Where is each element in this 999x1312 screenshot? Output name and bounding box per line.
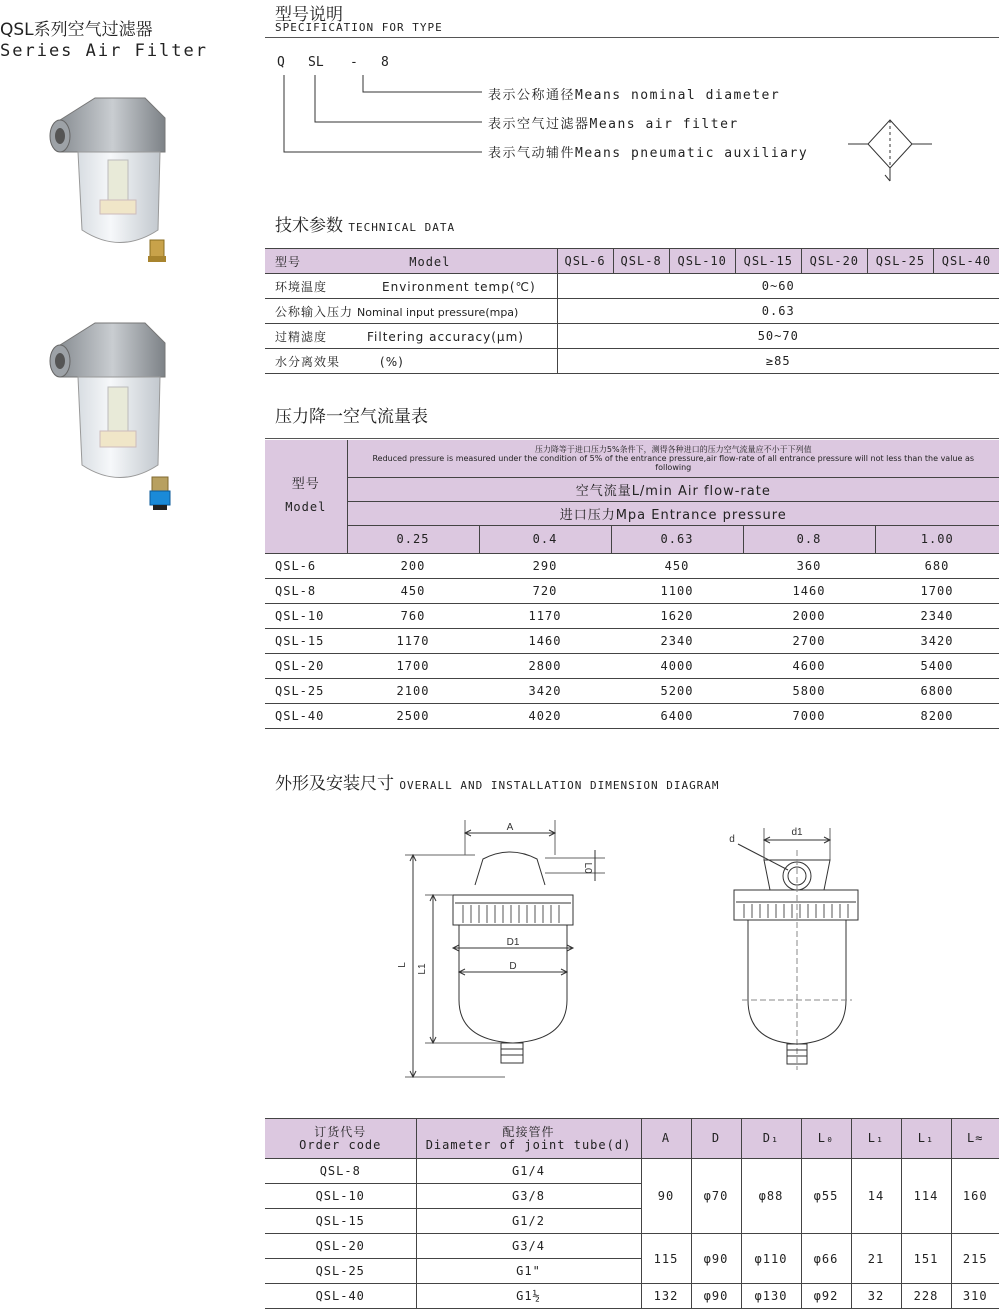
flow-cell: 2340: [611, 628, 743, 653]
flow-title: 压力降一空气流量表: [275, 407, 428, 427]
flow-row: [265, 653, 999, 678]
dimension-side-view: [720, 820, 880, 1080]
order-tube: G1/4: [416, 1159, 641, 1184]
product-photo-filter-brass: [40, 90, 180, 270]
flow-row-model: QSL-10: [265, 603, 347, 628]
tech-value: 0.63: [557, 299, 999, 324]
dim-label-l0: L0: [582, 862, 593, 874]
order-header-l1b: L₁: [901, 1119, 951, 1159]
order-dim-a: 132: [641, 1284, 691, 1309]
tech-model: QSL-25: [867, 249, 933, 274]
spec-title-cn: 型号说明: [275, 5, 343, 25]
dim-label-d1: D1: [506, 937, 520, 948]
order-dim-l1b: 228: [901, 1284, 951, 1309]
order-tube: G1/2: [416, 1209, 641, 1234]
order-dim-l: 160: [951, 1159, 999, 1234]
order-row: [265, 1159, 999, 1184]
order-dim-l0: φ55: [801, 1159, 851, 1234]
flow-cell: 6800: [875, 678, 999, 703]
dimension-front-view: [395, 815, 615, 1085]
flow-cell: 450: [611, 553, 743, 578]
flow-cell: 2000: [743, 603, 875, 628]
brand-title-en: Series Air Filter: [0, 41, 208, 61]
tech-row: 水分离效果 (%) ≥85: [265, 349, 999, 374]
order-tube: G3/4: [416, 1234, 641, 1259]
tech-header-model: 型号 Model: [265, 249, 557, 274]
tech-model: QSL-6: [557, 249, 613, 274]
flow-cell: 1460: [479, 628, 611, 653]
order-row: [265, 1234, 999, 1259]
flow-pressure: 0.63: [611, 525, 743, 553]
tech-title-en: TECHNICAL DATA: [348, 221, 456, 234]
order-dim-l1a: 32: [851, 1284, 901, 1309]
flow-cell: 1700: [875, 578, 999, 603]
flow-row: [265, 578, 999, 603]
dim-label-d1-side: d1: [791, 827, 803, 838]
flow-pressure: 0.25: [347, 525, 479, 553]
order-header-l0: L₀: [801, 1119, 851, 1159]
tech-value: ≥85: [557, 349, 999, 374]
spec-code-8: 8: [381, 55, 389, 70]
tech-row: 过精滤度 Filtering accuracy(μm) 50~70: [265, 324, 999, 349]
order-dim-a: 90: [641, 1159, 691, 1234]
flow-cell: 2100: [347, 678, 479, 703]
flow-row-model: QSL-8: [265, 578, 347, 603]
order-header-l: L≈: [951, 1119, 999, 1159]
tech-model: QSL-20: [801, 249, 867, 274]
tech-title-cn: 技术参数: [275, 216, 343, 236]
spec-line-auxiliary: 表示气动辅件Means pneumatic auxiliary: [488, 146, 809, 161]
order-dim-l1a: 14: [851, 1159, 901, 1234]
flow-row-model: QSL-20: [265, 653, 347, 678]
flow-cell: 290: [479, 553, 611, 578]
flow-cell: 360: [743, 553, 875, 578]
order-table: [265, 1118, 999, 1309]
tech-value: 50~70: [557, 324, 999, 349]
order-code: QSL-15: [265, 1209, 416, 1234]
flow-row-model: QSL-25: [265, 678, 347, 703]
tech-header-row: [265, 249, 999, 274]
flow-pressure-row: [265, 525, 999, 553]
flow-row-model: QSL-6: [265, 553, 347, 578]
order-dim-d: φ90: [691, 1234, 741, 1284]
flow-cell: 450: [347, 578, 479, 603]
order-row: [265, 1284, 999, 1309]
order-dim-d1: φ88: [741, 1159, 801, 1234]
flow-cell: 1170: [347, 628, 479, 653]
order-dim-l1b: 151: [901, 1234, 951, 1284]
tech-model: QSL-10: [669, 249, 735, 274]
flow-cell: 200: [347, 553, 479, 578]
flow-cell: 4000: [611, 653, 743, 678]
order-code: QSL-25: [265, 1259, 416, 1284]
order-dim-d: φ90: [691, 1284, 741, 1309]
brand-title-cn: QSL系列空气过滤器: [0, 20, 153, 40]
spec-code-dash: -: [350, 55, 358, 70]
flow-cell: 5200: [611, 678, 743, 703]
spec-title-en: SPECIFICATION FOR TYPE: [275, 21, 443, 34]
flow-body: [265, 553, 999, 728]
order-code: QSL-40: [265, 1284, 416, 1309]
order-dim-l0: φ92: [801, 1284, 851, 1309]
flow-cell: 1170: [479, 603, 611, 628]
flow-cell: 1100: [611, 578, 743, 603]
dim-label-d-side: d: [729, 834, 735, 845]
flow-cell: 8200: [875, 703, 999, 728]
flow-cell: 680: [875, 553, 999, 578]
flow-row: [265, 603, 999, 628]
order-dim-d1: φ110: [741, 1234, 801, 1284]
order-header-code: 订货代号 Order code: [265, 1119, 416, 1159]
order-dim-l0: φ66: [801, 1234, 851, 1284]
order-dim-l: 310: [951, 1284, 999, 1309]
product-photo-filter-blue: [40, 315, 180, 520]
flow-cell: 2800: [479, 653, 611, 678]
order-code: QSL-8: [265, 1159, 416, 1184]
order-dim-d1: φ130: [741, 1284, 801, 1309]
flow-row: [265, 703, 999, 728]
flow-airflow-label: 空气流量L/min Air flow-rate: [347, 477, 999, 501]
flow-cell: 4600: [743, 653, 875, 678]
brand-title: [0, 20, 208, 62]
order-dim-d: φ70: [691, 1159, 741, 1234]
flow-cell: 2340: [875, 603, 999, 628]
tech-model: QSL-40: [933, 249, 999, 274]
flow-pressure: 1.00: [875, 525, 999, 553]
flow-cell: 1460: [743, 578, 875, 603]
order-code: QSL-10: [265, 1184, 416, 1209]
order-header-tube: 配接管件 Diameter of joint tube(d): [416, 1119, 641, 1159]
order-dim-l1b: 114: [901, 1159, 951, 1234]
flow-cell: 1620: [611, 603, 743, 628]
flow-cell: 3420: [875, 628, 999, 653]
order-tube: G1½: [416, 1284, 641, 1309]
dimension-title: [275, 769, 720, 794]
order-header-a: A: [641, 1119, 691, 1159]
flow-divider: [265, 438, 999, 439]
tech-row: 环境温度 Environment temp(℃) 0~60: [265, 274, 999, 299]
flow-note: 压力降等于进口压力5%条件下，测得各种进口的压力空气流量应不小于下列值 Reduced pressure is measured under the condition of 5% of the entrance pressure,air flow-rate of all entrance pressure will not less than the value as following: [347, 440, 999, 477]
filter-symbol-icon: [846, 115, 936, 185]
flow-cell: 2700: [743, 628, 875, 653]
order-header-d1: D₁: [741, 1119, 801, 1159]
spec-divider: [265, 37, 999, 38]
order-tube: G1": [416, 1259, 641, 1284]
flow-cell: 5400: [875, 653, 999, 678]
flow-table: [265, 440, 999, 729]
flow-cell: 4020: [479, 703, 611, 728]
spec-line-filter: 表示空气过滤器Means air filter: [488, 117, 739, 132]
flow-row-model: QSL-15: [265, 628, 347, 653]
tech-title: [275, 211, 455, 236]
flow-row-model: QSL-40: [265, 703, 347, 728]
tech-table: [265, 248, 999, 374]
tech-model: QSL-15: [735, 249, 801, 274]
order-header-row: [265, 1119, 999, 1159]
flow-model-header: 型号 Model: [265, 440, 347, 553]
order-dim-a: 115: [641, 1234, 691, 1284]
dim-label-a: A: [506, 822, 514, 833]
flow-cell: 3420: [479, 678, 611, 703]
tech-row: 公称输入压力 Nominal input pressure(mpa) 0.63: [265, 299, 999, 324]
flow-cell: 5800: [743, 678, 875, 703]
order-tube: G3/8: [416, 1184, 641, 1209]
spec-code-sl: SL: [308, 55, 324, 70]
order-dim-l: 215: [951, 1234, 999, 1284]
dimension-title-cn: 外形及安装尺寸: [275, 774, 394, 794]
spec-leader-lines: [270, 70, 500, 160]
flow-pressure: 0.8: [743, 525, 875, 553]
tech-value: 0~60: [557, 274, 999, 299]
order-body: [265, 1159, 999, 1309]
flow-pressure-label: 进口压力Mpa Entrance pressure: [347, 501, 999, 525]
flow-row: [265, 553, 999, 578]
dimension-title-en: OVERALL AND INSTALLATION DIMENSION DIAGRAM: [399, 779, 720, 792]
flow-cell: 7000: [743, 703, 875, 728]
dim-label-l: L: [397, 962, 408, 968]
flow-cell: 720: [479, 578, 611, 603]
order-header-d: D: [691, 1119, 741, 1159]
order-header-l1a: L₁: [851, 1119, 901, 1159]
spec-line-diameter: 表示公称通径Means nominal diameter: [488, 88, 781, 103]
flow-pressure: 0.4: [479, 525, 611, 553]
order-code: QSL-20: [265, 1234, 416, 1259]
dim-label-l1: L1: [417, 963, 428, 975]
flow-cell: 1700: [347, 653, 479, 678]
dim-label-d: D: [509, 961, 517, 972]
flow-cell: 760: [347, 603, 479, 628]
flow-cell: 6400: [611, 703, 743, 728]
tech-model: QSL-8: [613, 249, 669, 274]
flow-row: [265, 678, 999, 703]
flow-row: [265, 628, 999, 653]
order-dim-l1a: 21: [851, 1234, 901, 1284]
flow-cell: 2500: [347, 703, 479, 728]
spec-code-q: Q: [277, 55, 285, 70]
